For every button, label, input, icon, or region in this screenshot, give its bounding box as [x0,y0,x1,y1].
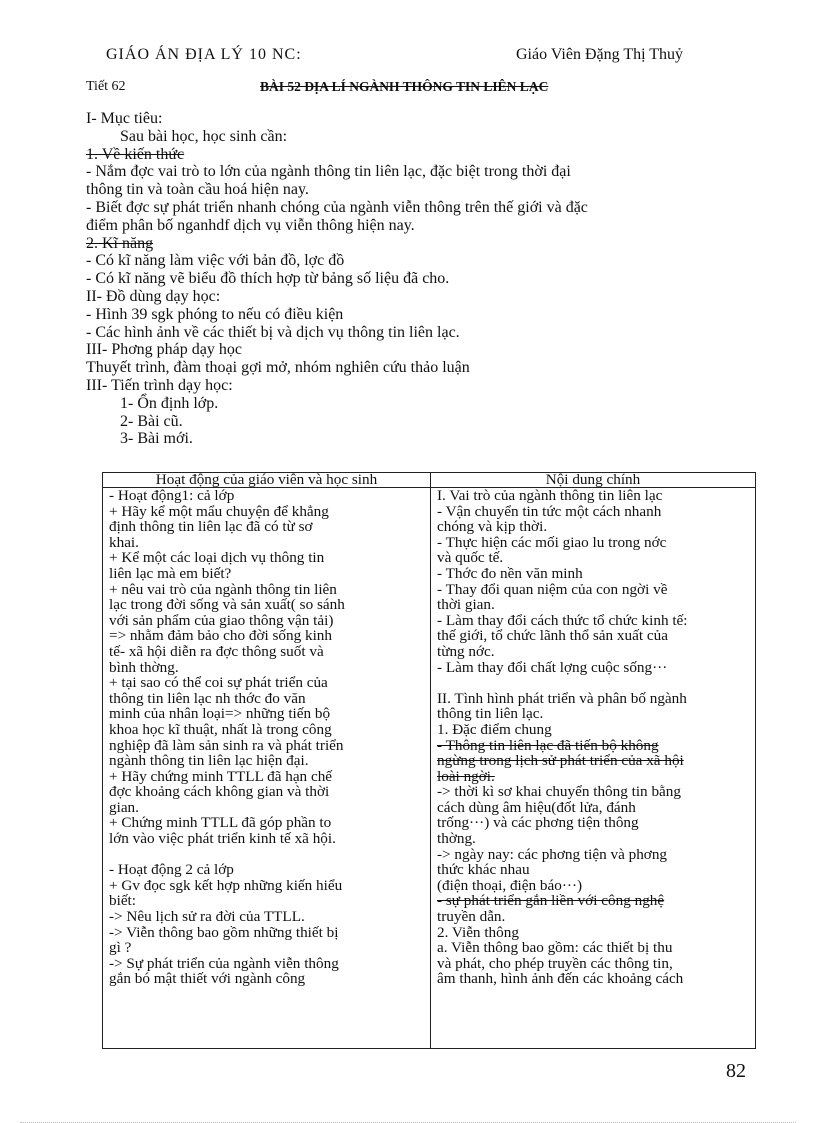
lesson-period: Tiết 62 [86,79,126,94]
table-cell-line: với sản phẩm của giao thông vận tải) [109,611,334,629]
table-cell-line: minh của nhân loại=> những tiến bộ [109,705,331,723]
table-cell-line: đợc khoảng cách không gian và thời [109,783,330,801]
table-cell-line: => nhằm đảm bảo cho đời sống kinh [109,627,332,645]
body-line: Sau bài học, học sinh cần: [120,127,288,145]
table-cell-line: tế- xã hội diễn ra đợc thông suốt và [109,642,324,660]
table-cell-line: - sự phát triển gắn liền với công nghệ [437,892,665,910]
body-line: - Có kĩ năng vẽ biểu đồ thích hợp từ bảng số liệu đã cho. [86,270,450,288]
table-cell-line: -> Viễn thông bao gồm những thiết bị [109,923,339,941]
body-line: Thuyết trình, đàm thoại gợi mở, nhóm nghiên cứu thảo luận [86,359,470,377]
body-line: 2. Kĩ năng [86,234,154,252]
body-line: điểm phân bố nganhdf dịch vụ viễn thông hiện nay. [86,216,415,234]
table-cell-line: ngừng trong lịch sử phát triển của xã hội [437,752,684,770]
table-cell-line: trống···) và các phơng tiện thông [437,814,639,832]
body-line: thông tin và toàn cầu hoá hiện nay. [86,181,309,199]
table-cell-line: nghiệp đã làm sản sinh ra và phát triển [109,736,344,754]
body-line: - Hình 39 sgk phóng to nếu có điều kiện [86,305,344,323]
table-cell-line: thờng. [437,830,476,848]
table-cell-line: bình thờng. [109,658,179,676]
table-cell-line: + Hãy kể một mẩu chuyện để khẳng [109,502,329,520]
body-line: I- Mục tiêu: [86,110,163,127]
table-cell-line: -> Nêu lịch sử ra đời của TTLL. [109,908,305,926]
lesson-table [102,472,756,1049]
body-line: 1- Ổn định lớp. [120,394,219,412]
table-cell-line: biết: [109,892,136,910]
table-cell-line: chóng và kịp thời. [437,518,548,536]
lesson-title: BÀI 52 ĐỊA LÍ NGÀNH THÔNG TIN LIÊN LẠC [260,79,549,94]
table-cell-line: - Thực hiện các mối giao lu trong nớc [437,533,667,551]
table-cell-line: thông tin liên lạc nh thớc đo văn [109,689,306,707]
table-cell-line: và quốc tế. [437,549,504,567]
body-line: II- Đồ dùng dạy học: [86,287,221,305]
table-cell-line: gì ? [109,939,132,957]
table-cell-line: - Thông tin liên lạc đã tiến bộ không [437,736,659,754]
table-cell-line: + nêu vai trò của ngành thông tin liên [109,580,337,598]
table-cell-line: + Gv đọc sgk kết hợp những kiến hiểu [109,876,343,894]
body-line: - Các hình ảnh về các thiết bị và dịch vụ thông tin liên lạc. [86,323,460,341]
table-cell-line: 1. Đặc điểm chung [437,720,552,738]
body-line: III- Tiến trình dạy học: [86,376,233,394]
table-cell-line: khoa học kĩ thuật, nhất là trong công [109,720,332,738]
table-cell-line: + tại sao có thể coi sự phát triển của [109,674,328,692]
table-cell-line: - Hoạt động1: cả lớp [109,487,235,504]
table-cell-line: gắn bó mật thiết với ngành công [109,970,306,988]
table-cell-line: lớn vào việc phát triển kinh tế xã hội. [109,830,336,848]
table-cell-line: - Thay đổi quan niệm của con ngời về [437,580,668,598]
body-line: - Có kĩ năng làm việc với bản đồ, lợc đồ [86,252,345,270]
table-cell-line: gian. [109,798,139,816]
table-cell-line: âm thanh, hình ảnh đến các khoảng cách [437,970,684,988]
table-cell-line: + Kể một các loại dịch vụ thông tin [109,549,325,567]
table-cell-line: thế giới, tổ chức lãnh thổ sản xuất của [437,627,668,645]
body-line: III- Phơng pháp dạy học [86,341,242,359]
table-cell-line: -> thời kì sơ khai chuyển thông tin bằng [437,783,681,801]
table-cell-line: a. Viễn thông bao gồm: các thiết bị thu [437,939,673,957]
body-line: - Nắm đợc vai trò to lớn của ngành thông tin liên lạc, đặc biệt trong thời đại [86,163,571,181]
activities-cell [103,488,431,1049]
table-cell-line: định thông tin liên lạc đã có từ sơ [109,518,313,536]
table-cell-line: 2. Viễn thông [437,923,519,941]
table-cell-line: + Chứng minh TTLL đã góp phần to [109,814,332,832]
table-cell-line: loài ngời. [437,767,495,785]
header-left: GIÁO ÁN ĐỊA LÝ 10 NC: [106,46,302,63]
table-cell-line: truyền dẫn. [437,908,506,926]
table-cell-line: (điện thoại, điện báo···) [437,876,583,894]
table-cell-line [437,675,749,691]
table-header-activities: Hoạt động của giáo viên và học sinh [103,473,431,488]
table-cell-line: - Hoạt động 2 cả lớp [109,861,234,879]
table-cell-line: cách dùng âm hiệu(đốt lửa, đánh [437,798,636,816]
table-cell-line: II. Tình hình phát triển và phân bố ngành [437,689,687,707]
table-cell-line: liên lạc mà em biết? [109,564,232,582]
body-line: 3- Bài mới. [120,430,193,448]
table-cell-line: khai. [109,533,139,551]
table-cell-line: lạc trong đời sống và sản xuất( so sánh [109,596,345,614]
table-cell-line: + Hãy chứng minh TTLL đã hạn chế [109,767,333,785]
page-number: 82 [726,1060,746,1082]
content-cell [431,488,756,1049]
table-cell-line [109,847,424,863]
body-line: 1. Về kiến thức [86,145,185,163]
table-cell-line: - Làm thay đổi cách thức tổ chức kinh tế: [437,611,688,629]
table-cell-line: - Vận chuyển tin tức một cách nhanh [437,502,662,520]
table-cell-line: thức khác nhau [437,861,530,879]
table-cell-line: - Thớc đo nền văn minh [437,564,583,582]
table-cell-line: -> Sự phát triển của ngành viễn thông [109,954,339,972]
body-line: - Biết đợc sự phát triển nhanh chóng của ngành viễn thông trên thế giới và đặc [86,198,588,216]
table-cell-line: ngành thông tin liên lạc hiện đại. [109,752,309,770]
lesson-objectives [86,110,756,448]
table-header-content: Nội dung chính [431,473,756,488]
table-cell-line: I. Vai trò của ngành thông tin liên lạc [437,487,663,504]
table-cell-line: thời gian. [437,596,495,614]
table-cell-line: thông tin liên lạc. [437,705,544,723]
table-cell-line: - Làm thay đổi chất lợng cuộc sống··· [437,658,668,676]
table-cell-line: và phát, cho phép truyền các thông tin, [437,954,673,972]
body-line: 2- Bài cũ. [120,412,183,430]
header-right: Giáo Viên Đặng Thị Thuỷ [516,46,684,63]
table-cell-line: từng nớc. [437,642,495,660]
table-cell-line: -> ngày nay: các phơng tiện và phơng [437,845,668,863]
